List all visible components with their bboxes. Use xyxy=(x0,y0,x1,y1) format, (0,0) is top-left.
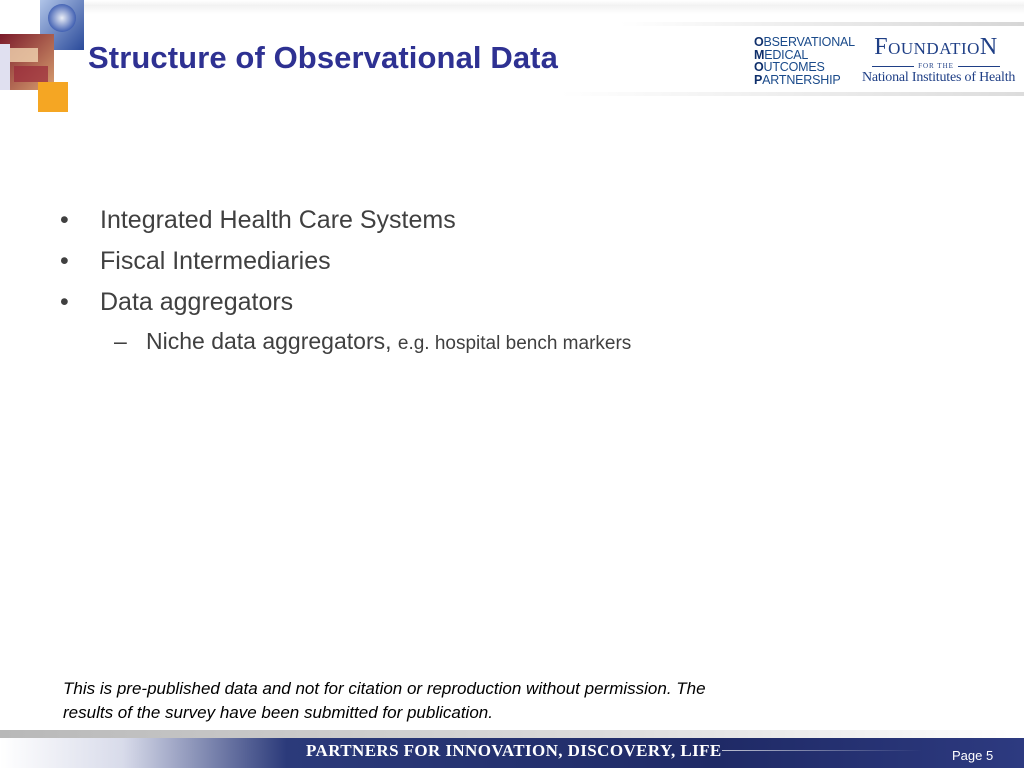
fnih-logo: FOUNDATION FOR THE National Institutes of Health xyxy=(862,34,1016,85)
bullet-list xyxy=(60,200,960,359)
footer-accent-line xyxy=(722,750,922,751)
disclaimer-text: This is pre-published data and not for citation or reproduction without permission. The results of the survey have been submitted for publication. xyxy=(63,679,706,722)
bullet-item: • Integrated Health Care Systems xyxy=(60,200,960,241)
bullet-item: • Data aggregators xyxy=(60,282,960,323)
bullet-dot-icon: • xyxy=(60,288,69,316)
header-rule xyxy=(84,0,1024,14)
bullet-dot-icon: • xyxy=(60,247,69,275)
footer-gray-strip xyxy=(0,730,1024,738)
page-number: Page 5 xyxy=(952,748,994,763)
header-accent-line-lower xyxy=(560,92,1024,96)
dash-icon: – xyxy=(114,328,127,354)
slide-title: Structure of Observational Data xyxy=(88,40,558,75)
omop-logo: OBSERVATIONAL MEDICAL OUTCOMES PARTNERSHIP xyxy=(754,35,855,87)
bullet-item: • Fiscal Intermediaries xyxy=(60,241,960,282)
corner-decorative-image xyxy=(0,0,84,112)
footer-tagline: PARTNERS FOR INNOVATION, DISCOVERY, LIFE xyxy=(306,741,722,760)
bullet-dot-icon: • xyxy=(60,206,69,234)
header-accent-line xyxy=(620,22,1024,26)
sub-bullet-item: – Niche data aggregators, e.g. hospital bench markers xyxy=(60,323,960,359)
